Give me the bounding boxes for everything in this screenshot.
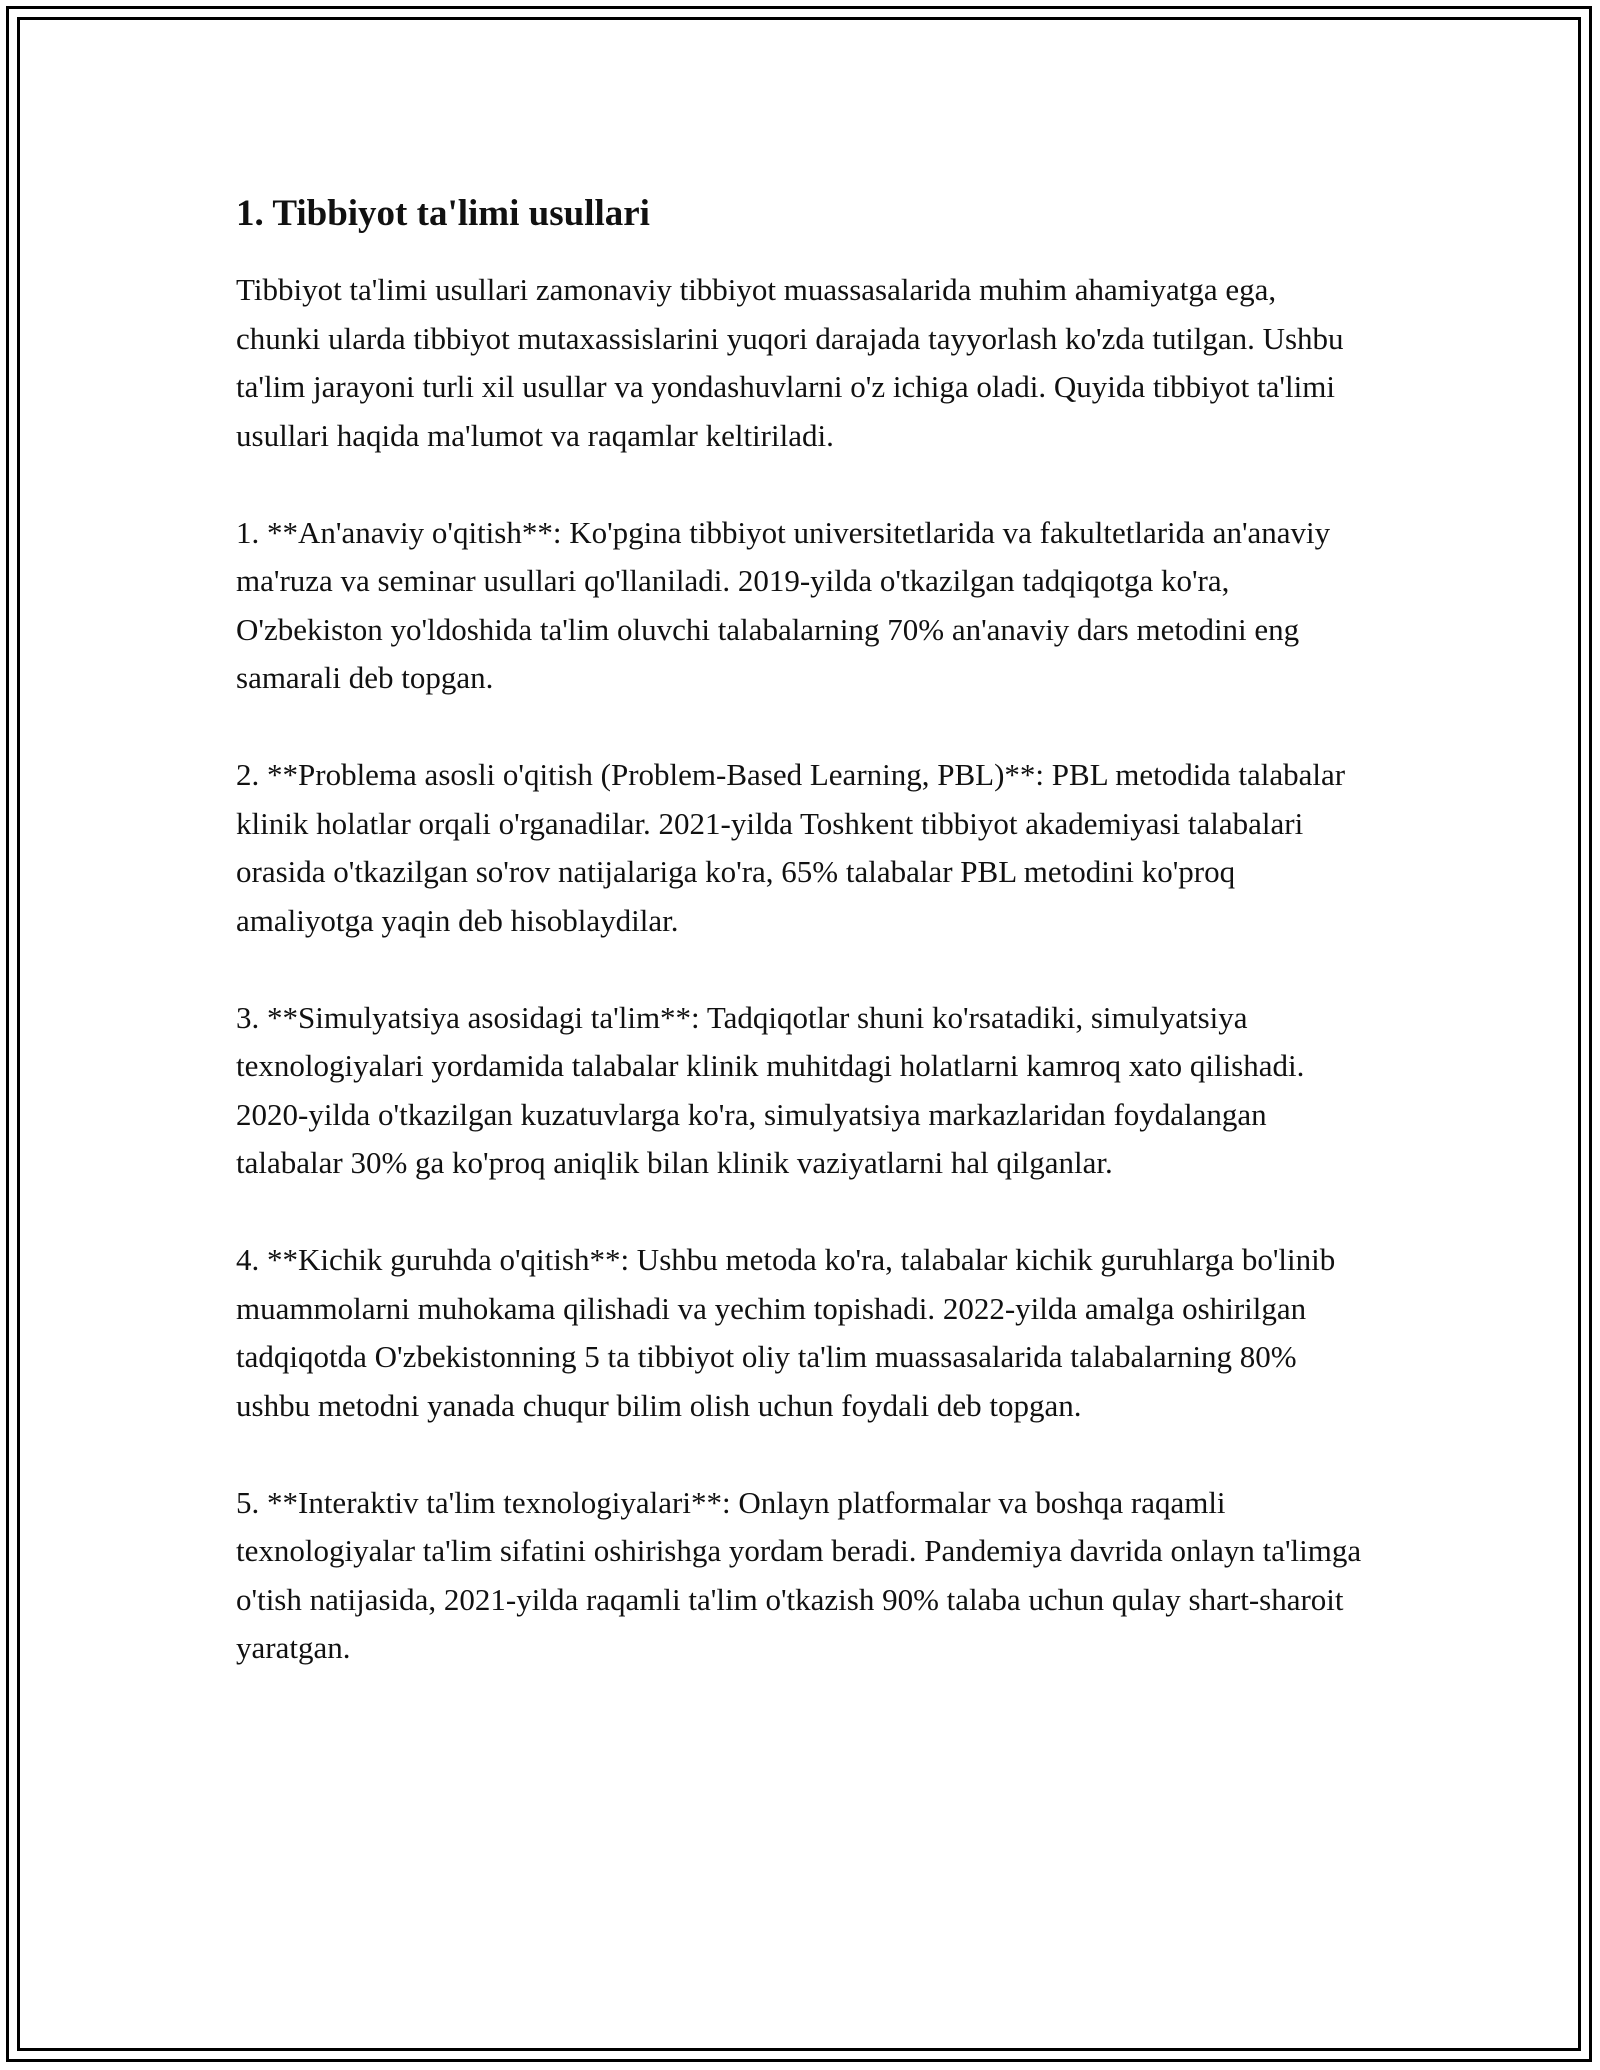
document-body <box>236 190 1366 1721</box>
method-item-simulation: 3. **Simulyatsiya asosidagi ta'lim**: Tadqiqotlar shuni ko'rsatadiki, simulyatsiya texnologiyalari yordamida talabalar klinik muhitdagi holatlarni kamroq xato qilishadi. 2020-yilda o'tkazilgan kuzatuvlarga ko'ra, simulyatsiya markazlaridan foydalangan talabalar 30% ga ko'proq aniqlik bilan klinik vaziyatlarni hal qilganlar. <box>236 999 1305 1180</box>
method-item-pbl: 2. **Problema asosli o'qitish (Problem-Based Learning, PBL)**: PBL metodida talabalar klinik holatlar orqali o'rganadilar. 2021-yilda Toshkent tibbiyot akademiyasi talabalari orasida o'tkazilgan so'rov natijalariga ko'ra, 65% talabalar PBL metodini ko'proq amaliyotga yaqin deb hisoblaydilar. <box>236 757 1346 938</box>
method-item-interactive: 5. **Interaktiv ta'lim texnologiyalari**: Onlayn platformalar va boshqa raqamli texnologiyalar ta'lim sifatini oshirishga yordam beradi. Pandemiya davrida onlayn ta'limga o'tish natijasida, 2021-yilda raqamli ta'lim o'tkazish 90% talaba uchun qulay shart-sharoit yaratgan. <box>236 1484 1362 1665</box>
method-item-small-group: 4. **Kichik guruhda o'qitish**: Ushbu metoda ko'ra, talabalar kichik guruhlarga bo'linib muammolarni muhokama qilishadi va yechim topishadi. 2022-yilda amalga oshirilgan tadqiqotda O'zbekistonning 5 ta tibbiyot oliy ta'lim muassasalarida talabalarning 80% ushbu metodni yanada chuqur bilim olish uchun foydali deb topgan. <box>236 1242 1336 1423</box>
document-title: 1. Tibbiyot ta'limi usullari <box>236 193 650 234</box>
method-item-traditional: 1. **An'anaviy o'qitish**: Ko'pgina tibbiyot universitetlarida va fakultetlarida an'anaviy ma'ruza va seminar usullari qo'llaniladi. 2019-yilda o'tkazilgan tadqiqotga ko'ra, O'zbekiston yo'ldoshida ta'lim oluvchi talabalarning 70% an'anaviy dars metodini eng samarali deb topgan. <box>236 514 1331 695</box>
intro-paragraph: Tibbiyot ta'limi usullari zamonaviy tibbiyot muassasalarida muhim ahamiyatga ega, chunki ularda tibbiyot mutaxassislarini yuqori darajada tayyorlash ko'zda tutilgan. Ushbu ta'lim jarayoni turli xil usullar va yondashuvlarni o'z ichiga oladi. Quyida tibbiyot ta'limi usullari haqida ma'lumot va raqamlar keltiriladi. <box>236 272 1344 453</box>
